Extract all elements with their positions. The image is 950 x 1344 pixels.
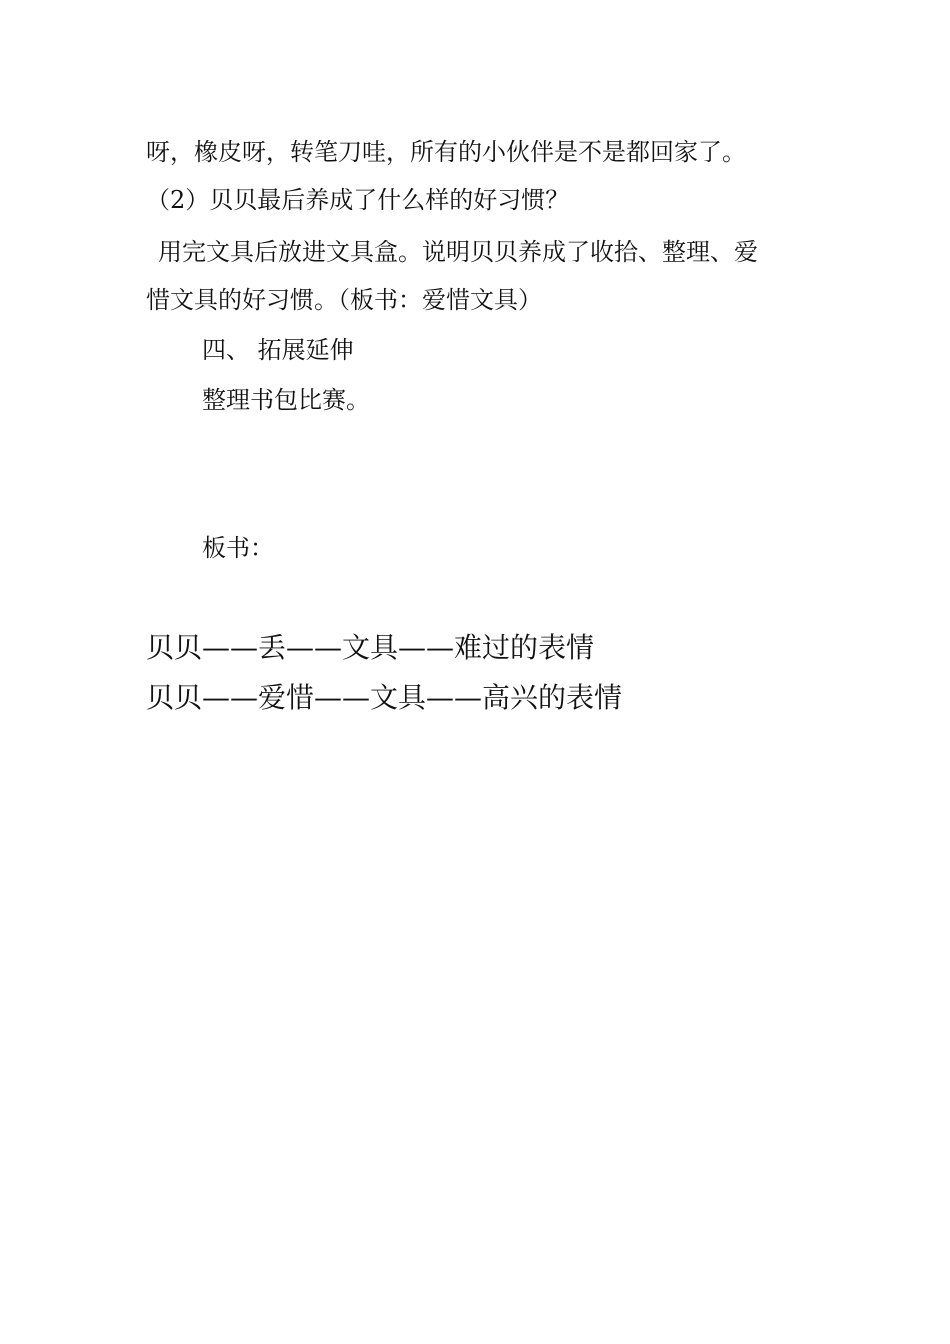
answer-line: 用完文具后放进文具盒。说明贝贝养成了收拾、整理、爱 — [158, 238, 758, 266]
board-label: 板书： — [202, 534, 274, 562]
answer-line-continued: 惜文具的好习惯。（板书：爱惜文具） — [146, 286, 542, 314]
section-heading: 四、 拓展延伸 — [202, 336, 354, 364]
question-line: （2）贝贝最后养成了什么样的好习惯？ — [146, 186, 570, 214]
board-line-2: 贝贝——爱惜——文具——高兴的表情 — [146, 681, 623, 714]
activity-line: 整理书包比赛。 — [202, 386, 370, 414]
paragraph-line: 呀，橡皮呀，转笔刀哇，所有的小伙伴是不是都回家了。 — [146, 138, 746, 166]
board-line-1: 贝贝——丢——文具——难过的表情 — [146, 631, 595, 664]
